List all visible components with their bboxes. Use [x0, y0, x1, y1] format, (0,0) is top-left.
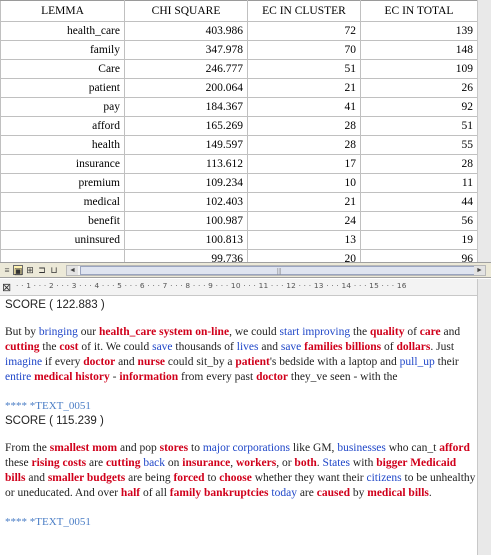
- table-row[interactable]: [1, 60, 478, 79]
- cell-ec-in-total: 51: [361, 117, 478, 136]
- cell-ec-in-cluster: 21: [248, 79, 361, 98]
- keyword-highlight-blue: lives: [236, 341, 259, 353]
- scroll-right-arrow-icon[interactable]: ►: [474, 266, 485, 275]
- plain-text: on: [165, 457, 183, 469]
- plain-text: could sit_by a: [165, 356, 236, 368]
- cell-chi-square: 200.064: [125, 79, 248, 98]
- plain-text: our: [77, 326, 99, 338]
- keyword-highlight-red: workers: [235, 457, 277, 469]
- plain-text: , we could: [229, 326, 280, 338]
- cell-lemma: family: [1, 41, 125, 60]
- table-row[interactable]: [1, 22, 478, 41]
- cell-ec-in-cluster: 28: [248, 117, 361, 136]
- scroll-left-arrow-icon[interactable]: ◄: [67, 266, 78, 275]
- plain-text: of it. We could: [78, 341, 153, 353]
- plain-text: ,: [230, 457, 236, 469]
- ruler-scale: · · 1 · · · 2 · · · 3 · · · 4 · · · 5 · · · 6 · · · 7 · · · 8 · · · 9 · · · 10 · · · 11 · · · 12 · · · 13 · · · 14 · · · 15 · · · 16: [16, 281, 407, 290]
- text-id-marker: **** *TEXT_0051: [5, 400, 91, 412]
- plain-text: are: [296, 487, 317, 499]
- keyword-highlight-blue: imagine: [5, 356, 43, 368]
- keyword-highlight-red: both: [294, 457, 317, 469]
- plain-text: of: [381, 341, 397, 353]
- plain-text: who can_t: [385, 442, 440, 454]
- cell-chi-square: 102.403: [125, 193, 248, 212]
- scroll-grip-icon: |||: [277, 267, 282, 275]
- cell-lemma: uninsured: [1, 231, 125, 250]
- keyword-highlight-red: smaller budgets: [47, 472, 126, 484]
- keyword-highlight-red: care: [419, 326, 441, 338]
- plain-text: and: [258, 341, 281, 353]
- cell-lemma: [1, 250, 125, 263]
- document-vertical-scrollbar[interactable]: [477, 279, 491, 555]
- horizontal-scrollbar[interactable]: [66, 265, 486, 276]
- keyword-highlight-red: medical bills: [367, 487, 429, 499]
- results-table: [0, 0, 478, 262]
- cell-lemma: benefit: [1, 212, 125, 231]
- keyword-highlight-red: family bankruptcies: [169, 487, 269, 499]
- plain-text: and: [115, 356, 138, 368]
- plain-text: like GM,: [290, 442, 338, 454]
- cell-ec-in-cluster: 20: [248, 250, 361, 263]
- column-header-lemma[interactable]: LEMMA: [1, 1, 125, 22]
- keyword-highlight-blue: today: [271, 487, 297, 499]
- plain-text: .: [428, 487, 432, 499]
- plain-text: with: [350, 457, 377, 469]
- cell-chi-square: 100.987: [125, 212, 248, 231]
- column-header-chi-square[interactable]: CHI SQUARE: [125, 1, 248, 22]
- keyword-highlight-red: dollars: [396, 341, 431, 353]
- table-body: [1, 22, 478, 263]
- context-paragraph: [5, 441, 476, 501]
- plain-text: these: [5, 457, 32, 469]
- table-row[interactable]: [1, 136, 478, 155]
- keyword-highlight-red: half: [120, 487, 141, 499]
- keyword-highlight-blue: States: [322, 457, 351, 469]
- keyword-highlight-red: cutting: [5, 341, 40, 353]
- results-table-pane[interactable]: [0, 0, 491, 262]
- keyword-highlight-red: quality: [369, 326, 405, 338]
- plain-text: . Just: [430, 341, 455, 353]
- keyword-highlight-red: cutting: [105, 457, 141, 469]
- keyword-highlight-blue: businesses: [337, 442, 386, 454]
- plain-text: 's bedside with a laptop and: [269, 356, 400, 368]
- score-line: SCORE ( 122.883 ): [5, 299, 105, 311]
- cell-chi-square: 403.986: [125, 22, 248, 41]
- table-header-row: [1, 1, 478, 22]
- plain-text: But by: [5, 326, 39, 338]
- column-header-ec-in-total[interactable]: EC IN TOTAL: [361, 1, 478, 22]
- plain-text: are being: [125, 472, 174, 484]
- plain-text: by: [349, 487, 368, 499]
- cell-ec-in-cluster: 51: [248, 60, 361, 79]
- plain-text: their: [434, 356, 459, 368]
- cell-ec-in-total: 148: [361, 41, 478, 60]
- cell-ec-in-cluster: 72: [248, 22, 361, 41]
- cell-chi-square: 149.597: [125, 136, 248, 155]
- reading-view-button[interactable]: ⊔: [50, 265, 58, 275]
- keyword-highlight-red: patient: [235, 356, 270, 368]
- plain-text: to: [204, 472, 220, 484]
- cell-ec-in-total: 11: [361, 174, 478, 193]
- cell-ec-in-cluster: 10: [248, 174, 361, 193]
- plain-text: from every past: [178, 371, 257, 383]
- plain-text: -: [109, 371, 120, 383]
- document-body[interactable]: [5, 298, 476, 555]
- keyword-highlight-blue: pull_up: [399, 356, 435, 368]
- table-row[interactable]: [1, 231, 478, 250]
- cell-chi-square: 165.269: [125, 117, 248, 136]
- cell-chi-square: 99.736: [125, 250, 248, 263]
- plain-text: whether they want their: [251, 472, 367, 484]
- plain-text: and: [440, 326, 461, 338]
- table-row[interactable]: [1, 79, 478, 98]
- cell-ec-in-cluster: 21: [248, 193, 361, 212]
- cell-ec-in-total: 109: [361, 60, 478, 79]
- cell-lemma: medical: [1, 193, 125, 212]
- cell-lemma: afford: [1, 117, 125, 136]
- keyword-highlight-red: doctor: [83, 356, 116, 368]
- keyword-highlight-red: rising costs: [31, 457, 87, 469]
- table-row[interactable]: [1, 117, 478, 136]
- cell-ec-in-total: 26: [361, 79, 478, 98]
- table-row[interactable]: [1, 41, 478, 60]
- keyword-highlight-red: cost: [59, 341, 79, 353]
- print-layout-view-button[interactable]: ⊞: [26, 265, 34, 275]
- plain-text: of all: [140, 487, 170, 499]
- keyword-highlight-red: doctor: [256, 371, 288, 383]
- plain-text: thousands of: [172, 341, 237, 353]
- keyword-highlight-blue: save: [280, 341, 302, 353]
- cell-lemma: patient: [1, 79, 125, 98]
- keyword-highlight-red: afford: [439, 442, 470, 454]
- keyword-highlight-red: families billions: [304, 341, 382, 353]
- keyword-highlight-blue: entire: [5, 371, 32, 383]
- table-vertical-scrollbar[interactable]: [477, 0, 491, 262]
- view-toolbar: [0, 262, 491, 278]
- normal-view-button[interactable]: ≡: [4, 265, 10, 275]
- keyword-highlight-blue: save: [152, 341, 173, 353]
- cell-ec-in-cluster: 70: [248, 41, 361, 60]
- cell-chi-square: 184.367: [125, 98, 248, 117]
- plain-text: of: [404, 326, 420, 338]
- tab-selector-icon[interactable]: ⊠: [2, 282, 12, 294]
- keyword-highlight-red: information: [119, 371, 179, 383]
- text-id-marker: **** *TEXT_0051: [5, 516, 91, 528]
- cell-ec-in-cluster: 17: [248, 155, 361, 174]
- plain-text: the: [350, 326, 370, 338]
- horizontal-scroll-thumb[interactable]: [80, 266, 475, 275]
- cell-ec-in-total: 55: [361, 136, 478, 155]
- keyword-highlight-blue: major corporations: [202, 442, 291, 454]
- keyword-highlight-blue: back: [143, 457, 166, 469]
- plain-text: the: [39, 341, 60, 353]
- cell-lemma: health_care: [1, 22, 125, 41]
- keyword-highlight-red: health_care system on-line: [98, 326, 230, 338]
- plain-text: to be unhealthy or uneducated. And over: [5, 472, 476, 499]
- plain-text: they_ve seen - with the: [288, 371, 398, 383]
- keyword-highlight-red: bigger Medicaid bills: [5, 457, 457, 484]
- cell-ec-in-total: 92: [361, 98, 478, 117]
- table-row[interactable]: [1, 212, 478, 231]
- cell-lemma: insurance: [1, 155, 125, 174]
- cell-ec-in-total: 56: [361, 212, 478, 231]
- score-line: SCORE ( 115.239 ): [5, 415, 104, 427]
- plain-text: are: [86, 457, 106, 469]
- cell-chi-square: 113.612: [125, 155, 248, 174]
- cell-ec-in-total: 96: [361, 250, 478, 263]
- keyword-highlight-red: nurse: [137, 356, 166, 368]
- keyword-highlight-red: caused: [316, 487, 350, 499]
- cell-ec-in-cluster: 41: [248, 98, 361, 117]
- context-paragraph: [5, 325, 476, 385]
- keyword-highlight-red: medical history: [34, 371, 110, 383]
- table-row[interactable]: [1, 174, 478, 193]
- plain-text: , or: [276, 457, 295, 469]
- plain-text: to: [188, 442, 203, 454]
- outline-view-button[interactable]: ⊐: [38, 265, 46, 275]
- column-header-ec-in-cluster[interactable]: EC IN CLUSTER: [248, 1, 361, 22]
- keyword-highlight-red: stores: [159, 442, 189, 454]
- cell-chi-square: 100.813: [125, 231, 248, 250]
- web-layout-view-button[interactable]: ▣: [14, 266, 23, 276]
- keyword-highlight-red: insurance: [182, 457, 231, 469]
- keyword-highlight-blue: start improving: [279, 326, 351, 338]
- keyword-highlight-red: choose: [219, 472, 252, 484]
- cell-ec-in-cluster: 28: [248, 136, 361, 155]
- cell-ec-in-total: 28: [361, 155, 478, 174]
- cell-ec-in-cluster: 24: [248, 212, 361, 231]
- keyword-highlight-red: smallest mom: [49, 442, 118, 454]
- cell-ec-in-total: 139: [361, 22, 478, 41]
- plain-text: .: [316, 457, 323, 469]
- keyword-highlight-blue: bringing: [38, 326, 78, 338]
- cell-lemma: premium: [1, 174, 125, 193]
- plain-text: if every: [42, 356, 84, 368]
- cell-lemma: Care: [1, 60, 125, 79]
- cell-ec-in-total: 44: [361, 193, 478, 212]
- cell-lemma: health: [1, 136, 125, 155]
- keyword-highlight-blue: citizens: [366, 472, 402, 484]
- cell-chi-square: 246.777: [125, 60, 248, 79]
- cell-chi-square: 347.978: [125, 41, 248, 60]
- cell-chi-square: 109.234: [125, 174, 248, 193]
- plain-text: and pop: [117, 442, 160, 454]
- plain-text: From the: [5, 442, 50, 454]
- horizontal-ruler: [0, 279, 491, 296]
- table-row[interactable]: [1, 193, 478, 212]
- cell-ec-in-total: 19: [361, 231, 478, 250]
- table-row[interactable]: [1, 250, 478, 263]
- cell-lemma: pay: [1, 98, 125, 117]
- plain-text: and: [25, 472, 48, 484]
- cell-ec-in-cluster: 13: [248, 231, 361, 250]
- table-row[interactable]: [1, 98, 478, 117]
- keyword-highlight-red: forced: [173, 472, 205, 484]
- table-row[interactable]: [1, 155, 478, 174]
